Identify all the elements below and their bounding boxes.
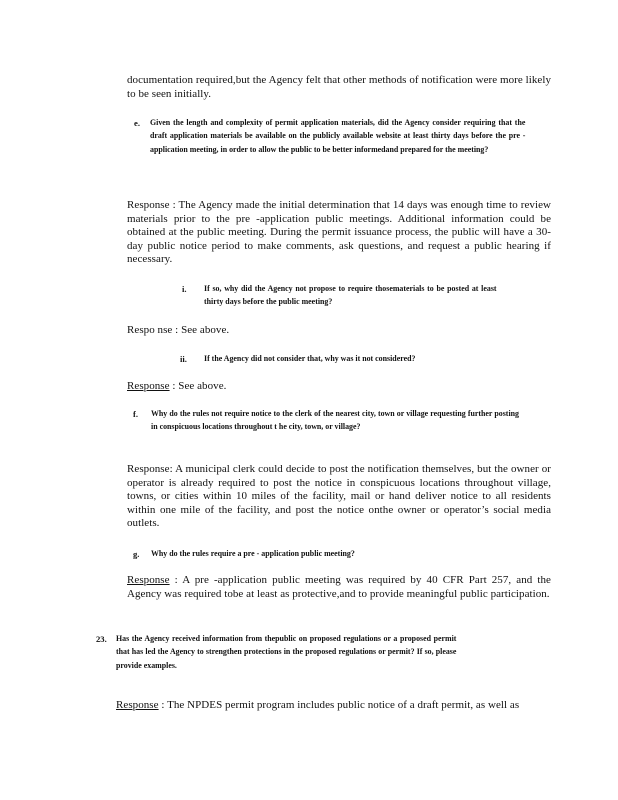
response-23 xyxy=(116,699,552,713)
question-ii-label: ii. xyxy=(180,354,187,364)
question-i: If so, why did the Agency not propose to require thosematerials to be posted at least thirty days before the public meeting? xyxy=(204,283,497,307)
response-e-label: Response xyxy=(127,199,170,211)
question-ii: If the Agency did not consider that, why was it not considered? xyxy=(204,353,416,363)
question-g-label: g. xyxy=(133,549,140,559)
response-g xyxy=(127,574,551,601)
question-f: Why do the rules not require notice to the clerk of the nearest city, town or village requesting further posting in conspicuous locations throughout t he city, town, or village? xyxy=(151,408,519,432)
response-g-text: : A pre -application public meeting was required by 40 CFR Part 257, and the Agency was required tobe at least as protective,and to provide meaningful public participation. xyxy=(127,574,551,600)
response-ii-label: Response xyxy=(127,380,170,392)
question-i-label: i. xyxy=(182,284,187,294)
response-ii-text: : See above. xyxy=(172,380,227,392)
response-f: Response: A municipal clerk could decide to post the notification themselves, but the owner or operator is already required to post the notice in conspicuous locations throughout village, towns, or cities within 10 miles of the facility, mail or hand deliver notice to all residents within one mile of the facility, and post the notice onthe owner or operator’s social media outlets. xyxy=(127,463,551,530)
response-23-text: : The NPDES permit program includes public notice of a draft permit, as well as xyxy=(161,699,520,711)
response-g-label: Response xyxy=(127,574,170,586)
response-e-text: : The Agency made the initial determination that 14 days was enough time to review materials prior to the pre -application public meetings. Additional information could be obtained at the public meeting. During the permit issuance process, the public will have a 30-day public notice period to make comments, ask questions, and request a public hearing if necessary. xyxy=(127,199,551,266)
paragraph-intro: documentation required,but the Agency felt that other methods of notification were more likely to be seen initially. xyxy=(127,74,551,100)
response-i: Respo nse : See above. xyxy=(127,324,230,336)
question-e: Given the length and complexity of permit application materials, did the Agency consider requiring that the draft application materials be available on the publicly available website at least thirty days before the pre - application meeting, in order to allow the public to be better informedand prepared for the meeting? xyxy=(150,117,526,154)
response-ii xyxy=(127,380,551,394)
question-f-label: f. xyxy=(133,409,139,419)
response-23-label: Response xyxy=(116,699,159,711)
question-23: Has the Agency received information from thepublic on proposed regulations or a proposed permit that has led the Agency to strengthen protections in the proposed regulations or permit? If so, please provide examples. xyxy=(116,633,457,670)
question-23-label: 23. xyxy=(96,634,107,644)
question-e-label: e. xyxy=(134,118,140,128)
response-e xyxy=(127,199,551,267)
question-g: Why do the rules require a pre - application public meeting? xyxy=(151,548,355,558)
